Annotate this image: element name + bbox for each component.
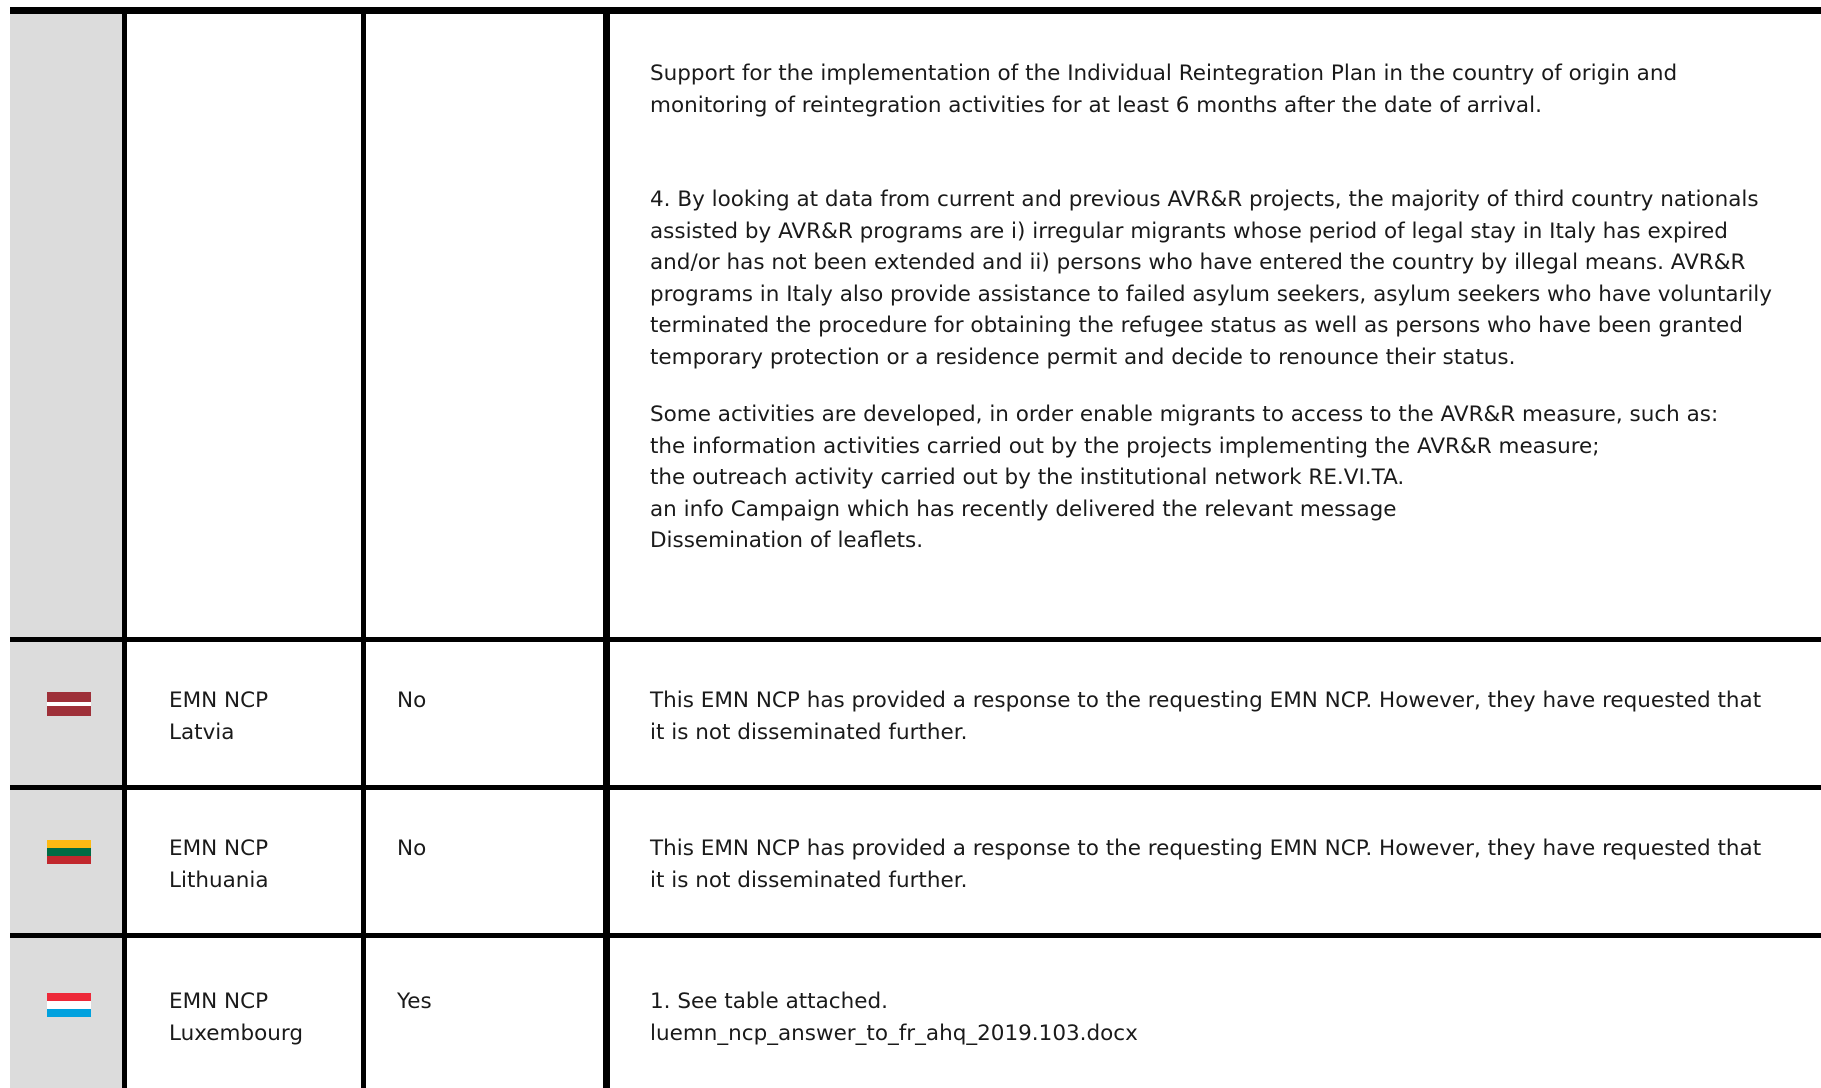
response-text bbox=[650, 986, 1138, 1049]
flag-stripe bbox=[47, 848, 91, 856]
flag-stripe bbox=[47, 840, 91, 848]
country-label: EMN NCP bbox=[169, 989, 269, 1014]
table-row bbox=[10, 14, 1821, 637]
paragraph-support bbox=[650, 58, 1772, 121]
text-line: it is not disseminated further. bbox=[650, 867, 968, 893]
response-cell bbox=[610, 14, 1821, 637]
latvia-flag-icon bbox=[47, 692, 91, 716]
flag-stripe bbox=[47, 692, 91, 702]
attachment-link[interactable]: luemn_ncp_answer_to_fr_ahq_2019.103.docx bbox=[650, 1020, 1138, 1046]
response-text bbox=[650, 833, 1761, 896]
country-value: Lithuania bbox=[169, 867, 269, 893]
text-line: and/or has not been extended and ii) persons who have entered the country by illegal means. AVR&R bbox=[650, 250, 1746, 275]
flag-stripe bbox=[47, 993, 91, 1001]
flag-cell bbox=[10, 642, 127, 785]
country-cell bbox=[127, 14, 366, 637]
text-line: This EMN NCP has provided a response to the requesting EMN NCP. However, they have requested that bbox=[650, 688, 1762, 713]
country-name bbox=[169, 833, 269, 896]
text-line: monitoring of reintegration activities for at least 6 months after the date of arrival. bbox=[650, 92, 1542, 118]
country-value: Latvia bbox=[169, 719, 235, 745]
text-line: the outreach activity carried out by the institutional network RE.VI.TA. bbox=[650, 465, 1405, 490]
responses-table bbox=[10, 7, 1821, 1088]
text-line: This EMN NCP has provided a response to the requesting EMN NCP. However, they have requested that bbox=[650, 836, 1762, 861]
response-cell bbox=[610, 938, 1821, 1088]
text-line: Dissemination of leaflets. bbox=[650, 528, 924, 553]
text-line: assisted by AVR&R programs are i) irregular migrants whose period of legal stay in Italy has expired bbox=[650, 218, 1728, 244]
country-label: EMN NCP bbox=[169, 836, 269, 861]
text-line: terminated the procedure for obtaining the refugee status as well as persons who have been granted bbox=[650, 313, 1743, 338]
paragraph-point-4 bbox=[650, 184, 1772, 373]
text-line: programs in Italy also provide assistance to failed asylum seekers, asylum seekers who have voluntarily bbox=[650, 281, 1772, 307]
answer-cell bbox=[366, 938, 610, 1088]
table-row-luxembourg bbox=[10, 933, 1821, 1088]
flag-cell bbox=[10, 14, 127, 637]
country-name bbox=[169, 986, 303, 1049]
answer-cell bbox=[366, 642, 610, 785]
response-text bbox=[650, 685, 1761, 748]
text-line: an info Campaign which has recently delivered the relevant message bbox=[650, 496, 1397, 522]
country-name bbox=[169, 685, 268, 748]
flag-stripe bbox=[47, 1009, 91, 1017]
flag-stripe bbox=[47, 1001, 91, 1009]
text-line: 4. By looking at data from current and previous AVR&R projects, the majority of third country nationals bbox=[650, 187, 1759, 212]
flag-cell bbox=[10, 790, 127, 933]
flag-cell bbox=[10, 938, 127, 1088]
table-row-lithuania bbox=[10, 785, 1821, 933]
text-line: it is not disseminated further. bbox=[650, 719, 968, 745]
text-line: the information activities carried out by the projects implementing the AVR&R measure; bbox=[650, 433, 1600, 459]
response-text bbox=[650, 58, 1772, 557]
country-label: EMN NCP bbox=[169, 688, 269, 713]
country-cell bbox=[127, 642, 366, 785]
paragraph-activities bbox=[650, 399, 1772, 557]
country-value: Luxembourg bbox=[169, 1020, 303, 1046]
flag-stripe bbox=[47, 706, 91, 716]
answer-value: No bbox=[397, 836, 427, 861]
lithuania-flag-icon bbox=[47, 840, 91, 864]
answer-value: Yes bbox=[397, 989, 432, 1014]
country-cell bbox=[127, 938, 366, 1088]
luxembourg-flag-icon bbox=[47, 993, 91, 1017]
country-cell bbox=[127, 790, 366, 933]
text-line: Some activities are developed, in order enable migrants to access to the AVR&R measure, such as: bbox=[650, 402, 1719, 427]
answer-value: No bbox=[397, 688, 427, 713]
response-cell bbox=[610, 642, 1821, 785]
answer-cell bbox=[366, 14, 610, 637]
text-line: temporary protection or a residence permit and decide to renounce their status. bbox=[650, 344, 1516, 370]
flag-stripe bbox=[47, 856, 91, 864]
text-line: 1. See table attached. bbox=[650, 989, 888, 1014]
answer-cell bbox=[366, 790, 610, 933]
table-row-latvia bbox=[10, 637, 1821, 785]
response-cell bbox=[610, 790, 1821, 933]
text-line: Support for the implementation of the Individual Reintegration Plan in the country of origin and bbox=[650, 61, 1678, 86]
